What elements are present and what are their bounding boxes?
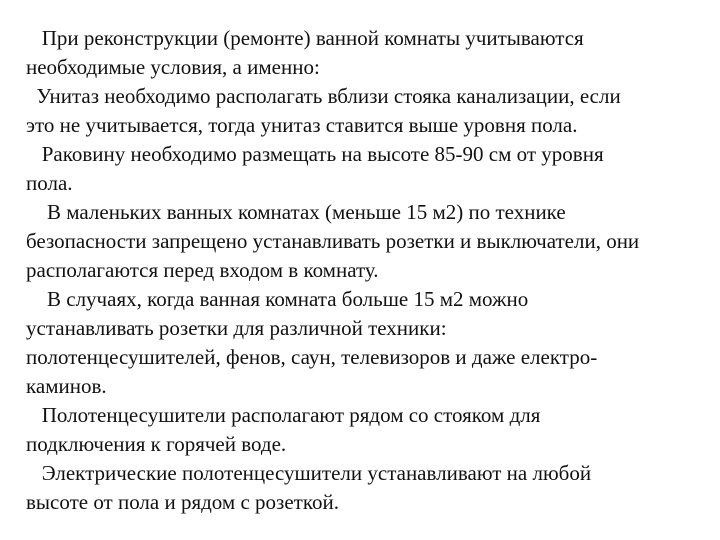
- text-line-14: Полотенцесушители располагают рядом со стояком для: [26, 403, 541, 427]
- text-line-7: В маленьких ванных комнатах (меньше 15 м2) по технике: [26, 200, 566, 224]
- text-line-10: В случаях, когда ванная комната больше 15 м2 можно: [26, 287, 529, 311]
- text-line-17: высоте от пола и рядом с розеткой.: [26, 490, 339, 514]
- text-line-8: безопасности запрещено устанавливать розетки и выключатели, они: [26, 229, 640, 253]
- text-line-6: пола.: [26, 171, 73, 195]
- text-line-2: необходимые условия, а именно:: [26, 55, 320, 79]
- text-line-12: полотенцесушителей, фенов, саун, телевизоров и даже електро-: [26, 345, 598, 369]
- body-text: [26, 24, 720, 517]
- text-line-13: каминов.: [26, 374, 107, 398]
- text-line-4: это не учитывается, тогда унитаз ставится выше уровня пола.: [26, 113, 578, 137]
- text-line-9: располагаются перед входом в комнату.: [26, 258, 379, 282]
- text-line-16: Электрические полотенцесушители устанавливают на любой: [26, 461, 592, 485]
- text-line-15: подключения к горячей воде.: [26, 432, 287, 456]
- text-line-1: При реконструкции (ремонте) ванной комнаты учитываются: [26, 26, 584, 50]
- text-line-11: устанавливать розетки для различной техники:: [26, 316, 447, 340]
- text-line-3: Унитаз необходимо располагать вблизи стояка канализации, если: [26, 84, 621, 108]
- text-line-5: Раковину необходимо размещать на высоте 85-90 см от уровня: [26, 142, 604, 166]
